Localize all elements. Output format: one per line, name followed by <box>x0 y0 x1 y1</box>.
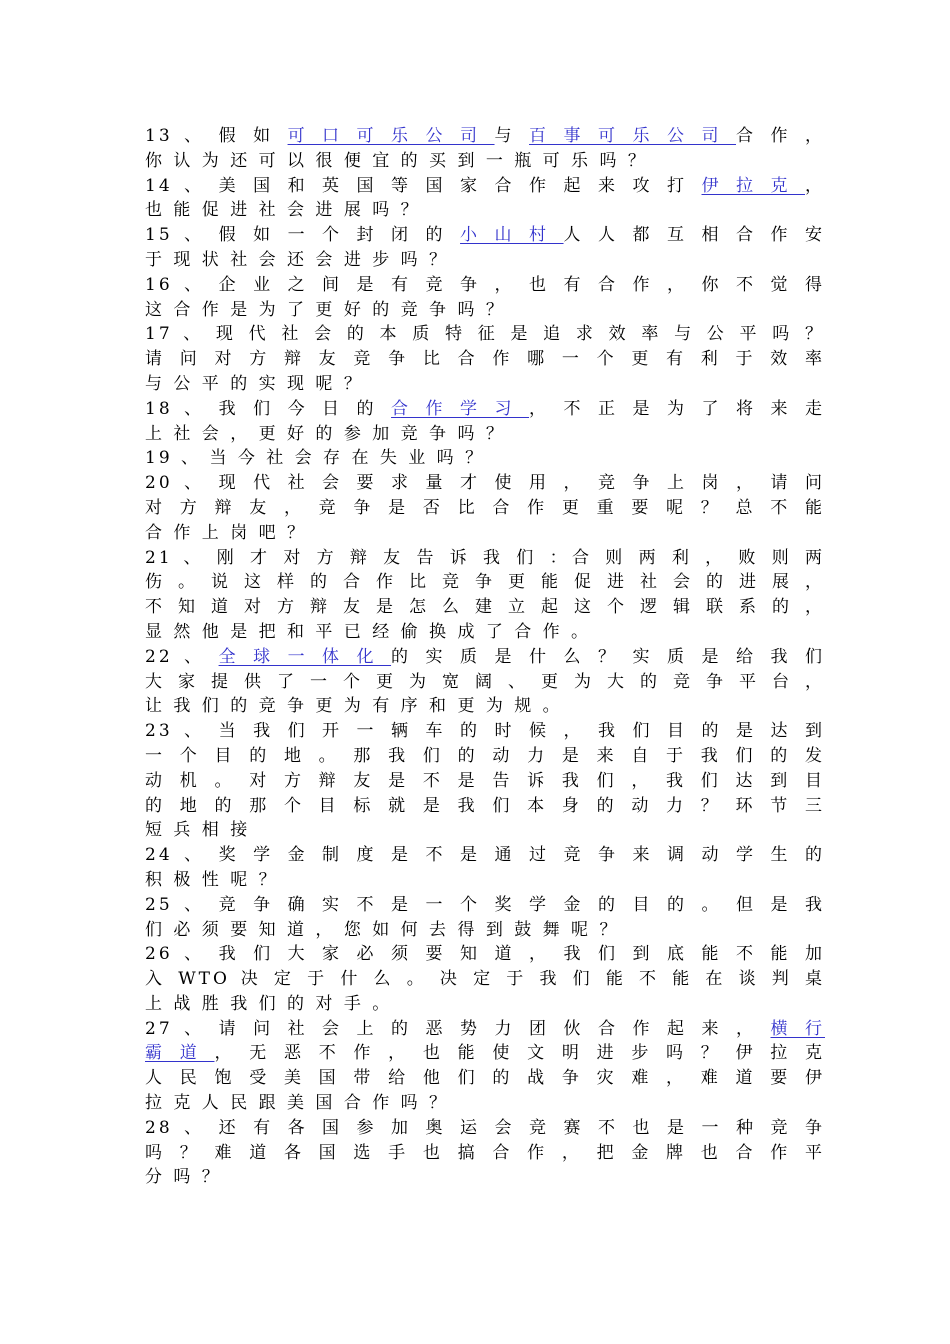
question-line <box>145 893 825 918</box>
text-segment: 的 地 的 那 个 目 标 就 是 我 们 本 身 的 动 力 ？ 环 节 三 <box>145 795 825 816</box>
question-line <box>145 992 825 1017</box>
text-segment: 对 方 辩 友 ， 竞 争 是 否 比 合 作 更 重 要 呢 ？ 总 不 能 <box>145 497 825 518</box>
question-list <box>145 124 825 1190</box>
text-segment: 请 问 对 方 辩 友 竞 争 比 合 作 哪 一 个 更 有 利 于 效 率 <box>145 349 825 370</box>
question-item-14 <box>145 174 825 224</box>
question-line <box>145 446 825 471</box>
question-item-21 <box>145 546 825 645</box>
text-segment: 短 兵 相 接 <box>145 820 251 841</box>
question-item-19 <box>145 446 825 471</box>
text-segment: 大 家 提 供 了 一 个 更 为 宽 阔 、 更 为 大 的 竞 争 平 台 ， <box>145 671 825 692</box>
question-line <box>145 645 825 670</box>
hyperlink[interactable]: 百 事 可 乐 公 司 <box>529 126 736 146</box>
text-segment: 伤 。 说 这 样 的 合 作 比 竞 争 更 能 促 进 社 会 的 进 展 ， <box>145 572 825 593</box>
text-segment: 拉 克 人 民 跟 美 国 合 作 吗 ？ <box>145 1093 450 1114</box>
question-item-18 <box>145 397 825 447</box>
question-line <box>145 942 825 967</box>
question-line <box>145 471 825 496</box>
question-item-25 <box>145 893 825 943</box>
text-segment: 25 、 竞 争 确 实 不 是 一 个 奖 学 金 的 目 的 。 但 是 我 <box>145 894 825 915</box>
hyperlink[interactable]: 小 山 村 <box>460 225 564 246</box>
question-line <box>145 967 825 992</box>
text-segment: 分 吗 ？ <box>145 1167 222 1188</box>
text-segment: 与 <box>494 126 530 146</box>
text-segment: 也 能 促 进 社 会 进 展 吗 ？ <box>145 200 421 221</box>
text-segment: 人 民 饱 受 美 国 带 给 他 们 的 战 争 灾 难 ， 难 道 要 伊 <box>145 1068 825 1089</box>
text-segment: 合 作 上 岗 吧 ？ <box>145 522 308 543</box>
text-segment: ， 无 恶 不 作 ， 也 能 使 文 明 进 步 吗 ？ 伊 拉 克 <box>214 1043 825 1064</box>
text-segment: 16 、 企 业 之 间 是 有 竞 争 ， 也 有 合 作 ， 你 不 觉 得 <box>145 274 825 295</box>
hyperlink[interactable]: 可 口 可 乐 公 司 <box>287 126 495 146</box>
question-line <box>145 174 825 199</box>
text-segment: 20 、 现 代 社 会 要 求 量 才 使 用 ， 竞 争 上 岗 ， 请 问 <box>145 473 825 494</box>
question-item-15 <box>145 223 825 273</box>
question-line <box>145 1116 825 1141</box>
text-segment: 26 、 我 们 大 家 必 须 要 知 道 ， 我 们 到 底 能 不 能 加 <box>145 944 825 965</box>
question-line <box>145 149 825 174</box>
question-line <box>145 546 825 571</box>
text-segment: 积 极 性 呢 ？ <box>145 869 279 890</box>
question-line <box>145 570 825 595</box>
hyperlink[interactable]: 横 行 <box>770 1018 825 1039</box>
text-segment: 28 、 还 有 各 国 参 加 奥 运 会 竞 赛 不 也 是 一 种 竞 争 <box>145 1117 825 1138</box>
question-line <box>145 868 825 893</box>
question-line <box>145 918 825 943</box>
question-line <box>145 769 825 794</box>
question-line <box>145 843 825 868</box>
question-item-22 <box>145 645 825 719</box>
question-line <box>145 1017 825 1042</box>
question-item-20 <box>145 471 825 545</box>
question-line <box>145 198 825 223</box>
text-segment: 15 、 假 如 一 个 封 闭 的 <box>145 225 461 246</box>
question-item-24 <box>145 843 825 893</box>
question-line <box>145 1141 825 1166</box>
hyperlink[interactable]: 全 球 一 体 化 <box>218 646 392 667</box>
question-line <box>145 372 825 397</box>
text-segment: ， <box>805 175 825 196</box>
text-segment: 19 、 当 今 社 会 存 在 失 业 吗 ？ <box>145 448 486 469</box>
text-segment: 21 、 刚 才 对 方 辩 友 告 诉 我 们 ：合 则 两 利 ， 败 则 两 <box>145 547 825 568</box>
text-segment: 让 我 们 的 竞 争 更 为 有 序 和 更 为 规 。 <box>145 696 563 717</box>
text-segment: 27 、 请 问 社 会 上 的 恶 势 力 团 伙 合 作 起 来 ， <box>145 1018 771 1039</box>
question-line <box>145 719 825 744</box>
text-segment: 显 然 他 是 把 和 平 已 经 偷 换 成 了 合 作 。 <box>145 621 592 642</box>
text-segment: 上 社 会 ， 更 好 的 参 加 竞 争 吗 ？ <box>145 423 506 444</box>
question-line <box>145 1091 825 1116</box>
text-segment: 上 战 胜 我 们 的 对 手 。 <box>145 993 393 1014</box>
text-segment: 不 知 道 对 方 辩 友 是 怎 么 建 立 起 这 个 逻 辑 联 系 的 ， <box>145 597 825 618</box>
text-segment: 一 个 目 的 地 。 那 我 们 的 动 力 是 来 自 于 我 们 的 发 <box>145 745 825 766</box>
text-segment: 13 、 假 如 <box>145 126 288 146</box>
text-segment: ， 不 正 是 为 了 将 来 走 <box>529 398 825 419</box>
text-segment: 18 、 我 们 今 日 的 <box>145 398 392 419</box>
hyperlink[interactable]: 伊 拉 克 <box>701 175 806 196</box>
question-line <box>145 298 825 323</box>
text-segment: 合 作 ， <box>736 126 825 146</box>
question-item-28 <box>145 1116 825 1190</box>
text-segment: 人 人 都 互 相 合 作 安 <box>563 225 825 246</box>
text-segment: 这 合 作 是 为 了 更 好 的 竞 争 吗 ？ <box>145 299 506 320</box>
question-line <box>145 322 825 347</box>
question-item-13 <box>145 124 825 174</box>
question-line <box>145 521 825 546</box>
question-item-27 <box>145 1017 825 1116</box>
text-segment: 23 、 当 我 们 开 一 辆 车 的 时 候 ， 我 们 目 的 是 达 到 <box>145 721 825 742</box>
question-item-16 <box>145 273 825 323</box>
text-segment: 入 WTO 决 定 于 什 么 。 决 定 于 我 们 能 不 能 在 谈 判 桌 <box>145 969 825 990</box>
question-line <box>145 248 825 273</box>
question-line <box>145 347 825 372</box>
question-item-17 <box>145 322 825 396</box>
question-line <box>145 595 825 620</box>
question-line <box>145 1041 825 1066</box>
question-line <box>145 694 825 719</box>
text-segment: 14 、 美 国 和 英 国 等 国 家 合 作 起 来 攻 打 <box>145 175 702 196</box>
question-line <box>145 496 825 521</box>
text-segment: 22 、 <box>145 646 219 667</box>
question-line <box>145 124 825 149</box>
text-segment: 与 公 平 的 实 现 呢 ？ <box>145 373 364 394</box>
text-segment: 于 现 状 社 会 还 会 进 步 吗 ？ <box>145 249 450 270</box>
question-line <box>145 670 825 695</box>
question-line <box>145 397 825 422</box>
question-line <box>145 1165 825 1190</box>
question-line <box>145 794 825 819</box>
text-segment: 24 、 奖 学 金 制 度 是 不 是 通 过 竞 争 来 调 动 学 生 的 <box>145 845 825 866</box>
text-segment: 你 认 为 还 可 以 很 便 宜 的 买 到 一 瓶 可 乐 吗 ？ <box>145 150 648 171</box>
question-line <box>145 620 825 645</box>
hyperlink[interactable]: 合 作 学 习 <box>391 398 530 419</box>
hyperlink[interactable]: 霸 道 <box>145 1043 215 1064</box>
question-item-23 <box>145 719 825 843</box>
question-item-26 <box>145 942 825 1016</box>
question-line <box>145 1066 825 1091</box>
text-segment: 们 必 须 要 知 道 ， 您 如 何 去 得 到 鼓 舞 呢 ？ <box>145 919 620 940</box>
text-segment: 17 、 现 代 社 会 的 本 质 特 征 是 追 求 效 率 与 公 平 吗 ？ <box>145 324 825 345</box>
question-line <box>145 223 825 248</box>
text-segment: 动 机 。 对 方 辩 友 是 不 是 告 诉 我 们 ， 我 们 达 到 目 <box>145 770 825 791</box>
text-segment: 的 实 质 是 什 么 ？ 实 质 是 给 我 们 <box>391 646 825 667</box>
question-line <box>145 818 825 843</box>
question-line <box>145 273 825 298</box>
text-segment: 吗 ？ 难 道 各 国 选 手 也 搞 合 作 ， 把 金 牌 也 合 作 平 <box>145 1142 825 1163</box>
question-line <box>145 744 825 769</box>
question-line <box>145 422 825 447</box>
